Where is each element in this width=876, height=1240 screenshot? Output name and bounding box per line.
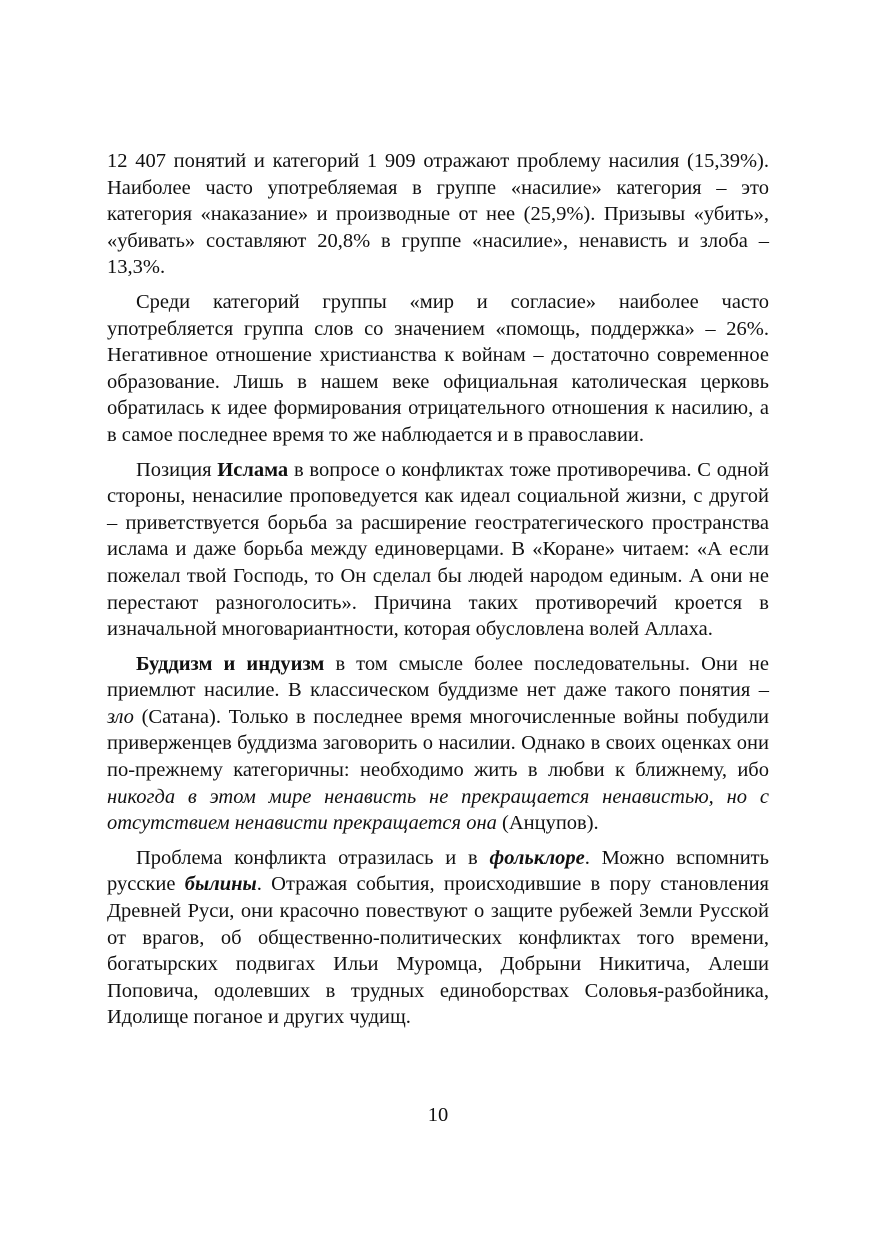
text-run: (Анцупов). xyxy=(496,812,599,835)
term-evil: зло xyxy=(107,705,134,728)
term-byliny: былины xyxy=(184,873,257,896)
term-islam: Ислама xyxy=(217,458,289,481)
term-folklore: фольклоре xyxy=(489,846,585,869)
text-run: Проблема конфликта отразилась и в xyxy=(136,846,490,869)
text-run: . Отражая события, происходившие в пору становления Древней Руси, они красочно повествуют о защите рубежей Земли Русской от врагов, об общественно-политических конфликтах того времени, богатырских подвигах Ильи Муромца, Добрыни Никитича, Алеши Поповича, одолевших в трудных единоборствах Соловья-разбойника, Идолище поганое и других чудищ. xyxy=(107,873,769,1029)
paragraph-violence-stats: 12 407 понятий и категорий 1 909 отражают проблему насилия (15,39%). Наиболее часто употребляемая в группе «насилие» категория – это категория «наказание» и производные от нее (25,9%). Призывы «убить», «убивать» составляют 20,8% в группе «насилие», ненависть и злоба – 13,3%. xyxy=(107,150,769,279)
text-run: (Сатана). Только в последнее время многочисленные войны побудили приверженцев буддизма заговорить о насилии. Однако в своих оценках они по-прежнему категоричны: необходимо жить в любви к ближнему, ибо xyxy=(107,705,769,782)
text-run: в том смысле более последовательны. Они не приемлют насилие. В классическом буддизме нет даже такого понятия – xyxy=(107,652,769,702)
paragraph-peace-categories: Среди категорий группы «мир и согласие» наиболее часто употребляется группа слов со значением «помощь, поддержка» – 26%. Негативное отношение христианства к войнам – достаточно современное образование. Лишь в нашем веке официальная католическая церковь обратилась к идее формирования отрицательного отношения к насилию, а в самое последнее время то же наблюдается и в православии. xyxy=(107,290,769,446)
page-body xyxy=(107,148,769,1039)
paragraph-buddhism xyxy=(107,651,769,837)
paragraph-islam xyxy=(107,457,769,643)
text-run: Позиция xyxy=(136,458,218,481)
text-run: в вопросе о конфликтах тоже противоречива. С одной стороны, ненасилие проповедуется как идеал социальной жизни, с другой – приветствуется борьба за расширение геостратегического пространства ислама и даже борьба между единоверцами. В «Коране» читаем: «А если пожелал твой Господь, то Он сделал бы людей народом единым. А они не перестают разноголосить». Причина таких противоречий кроется в изначальной многовариантности, которая обусловлена волей Аллаха. xyxy=(107,458,769,641)
quote-hatred: никогда в этом мире ненависть не прекращается ненавистью, но с отсутствием ненависти прекращается она xyxy=(107,785,769,835)
text-run: . Можно вспомнить русские xyxy=(107,846,769,896)
term-buddhism-hinduism: Буддизм и индуизм xyxy=(136,652,325,675)
paragraph-folklore xyxy=(107,845,769,1031)
page-number: 10 xyxy=(427,1104,449,1126)
